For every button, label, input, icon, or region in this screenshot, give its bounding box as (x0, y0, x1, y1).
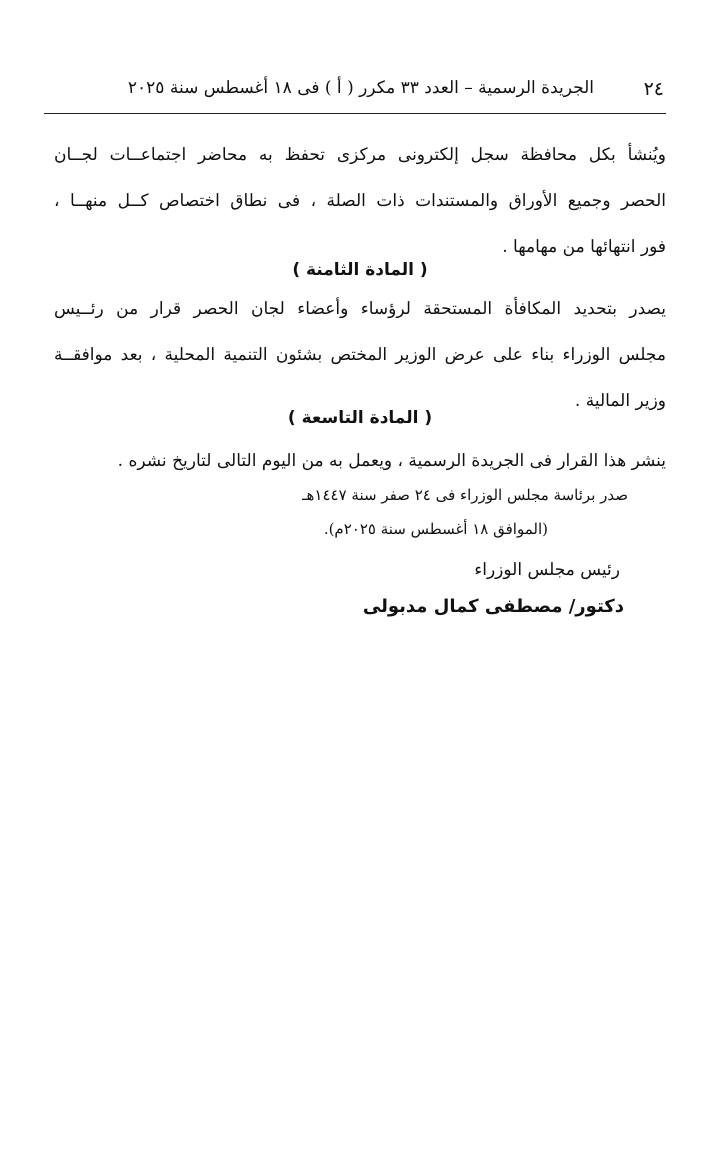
gazette-header-title: الجريدة الرسمية – العدد ٣٣ مكرر ( أ ) فى ١٨ أغسطس سنة ٢٠٢٥ (127, 78, 594, 98)
paragraph-records (54, 132, 666, 270)
paragraph-line: وزير المالية . (574, 391, 666, 411)
issuance-date-hijri: صدر برئاسة مجلس الوزراء فى ٢٤ صفر سنة ١٤٤٧هـ (302, 486, 628, 504)
paragraph-line: فور انتهائها من مهامها . (502, 237, 666, 257)
article-9-heading: ( المادة التاسعة ) (287, 408, 433, 428)
issuance-date-gregorian: (الموافق ١٨ أغسطس سنة ٢٠٢٥م). (323, 520, 548, 538)
paragraph-line: ينشر هذا القرار فى الجريدة الرسمية ، ويعمل به من اليوم التالى لتاريخ نشره . (117, 451, 666, 471)
paragraph-line: ويُنشأ بكل محافظة سجل إلكترونى مركزى تحفظ به محاضر اجتماعــات لجــان (54, 145, 666, 165)
signatory-name: دكتور/ مصطفى كمال مدبولى (362, 596, 624, 617)
signatory-title: رئيس مجلس الوزراء (474, 560, 620, 580)
article-9-text (54, 438, 666, 484)
article-8-heading: ( المادة الثامنة ) (292, 260, 428, 280)
page-number: ٢٤ (643, 78, 664, 100)
paragraph-line: الحصر وجميع الأوراق والمستندات ذات الصلة ، فى نطاق اختصاص كــل منهــا ، (54, 191, 666, 211)
paragraph-line: يصدر بتحديد المكافأة المستحقة لرؤساء وأعضاء لجان الحصر قرار من رئــيس (54, 299, 666, 319)
header-divider (44, 113, 666, 114)
paragraph-line: مجلس الوزراء بناء على عرض الوزير المختص بشئون التنمية المحلية ، بعد موافقــة (54, 345, 666, 365)
article-8-text (54, 286, 666, 424)
page-header (108, 78, 664, 106)
